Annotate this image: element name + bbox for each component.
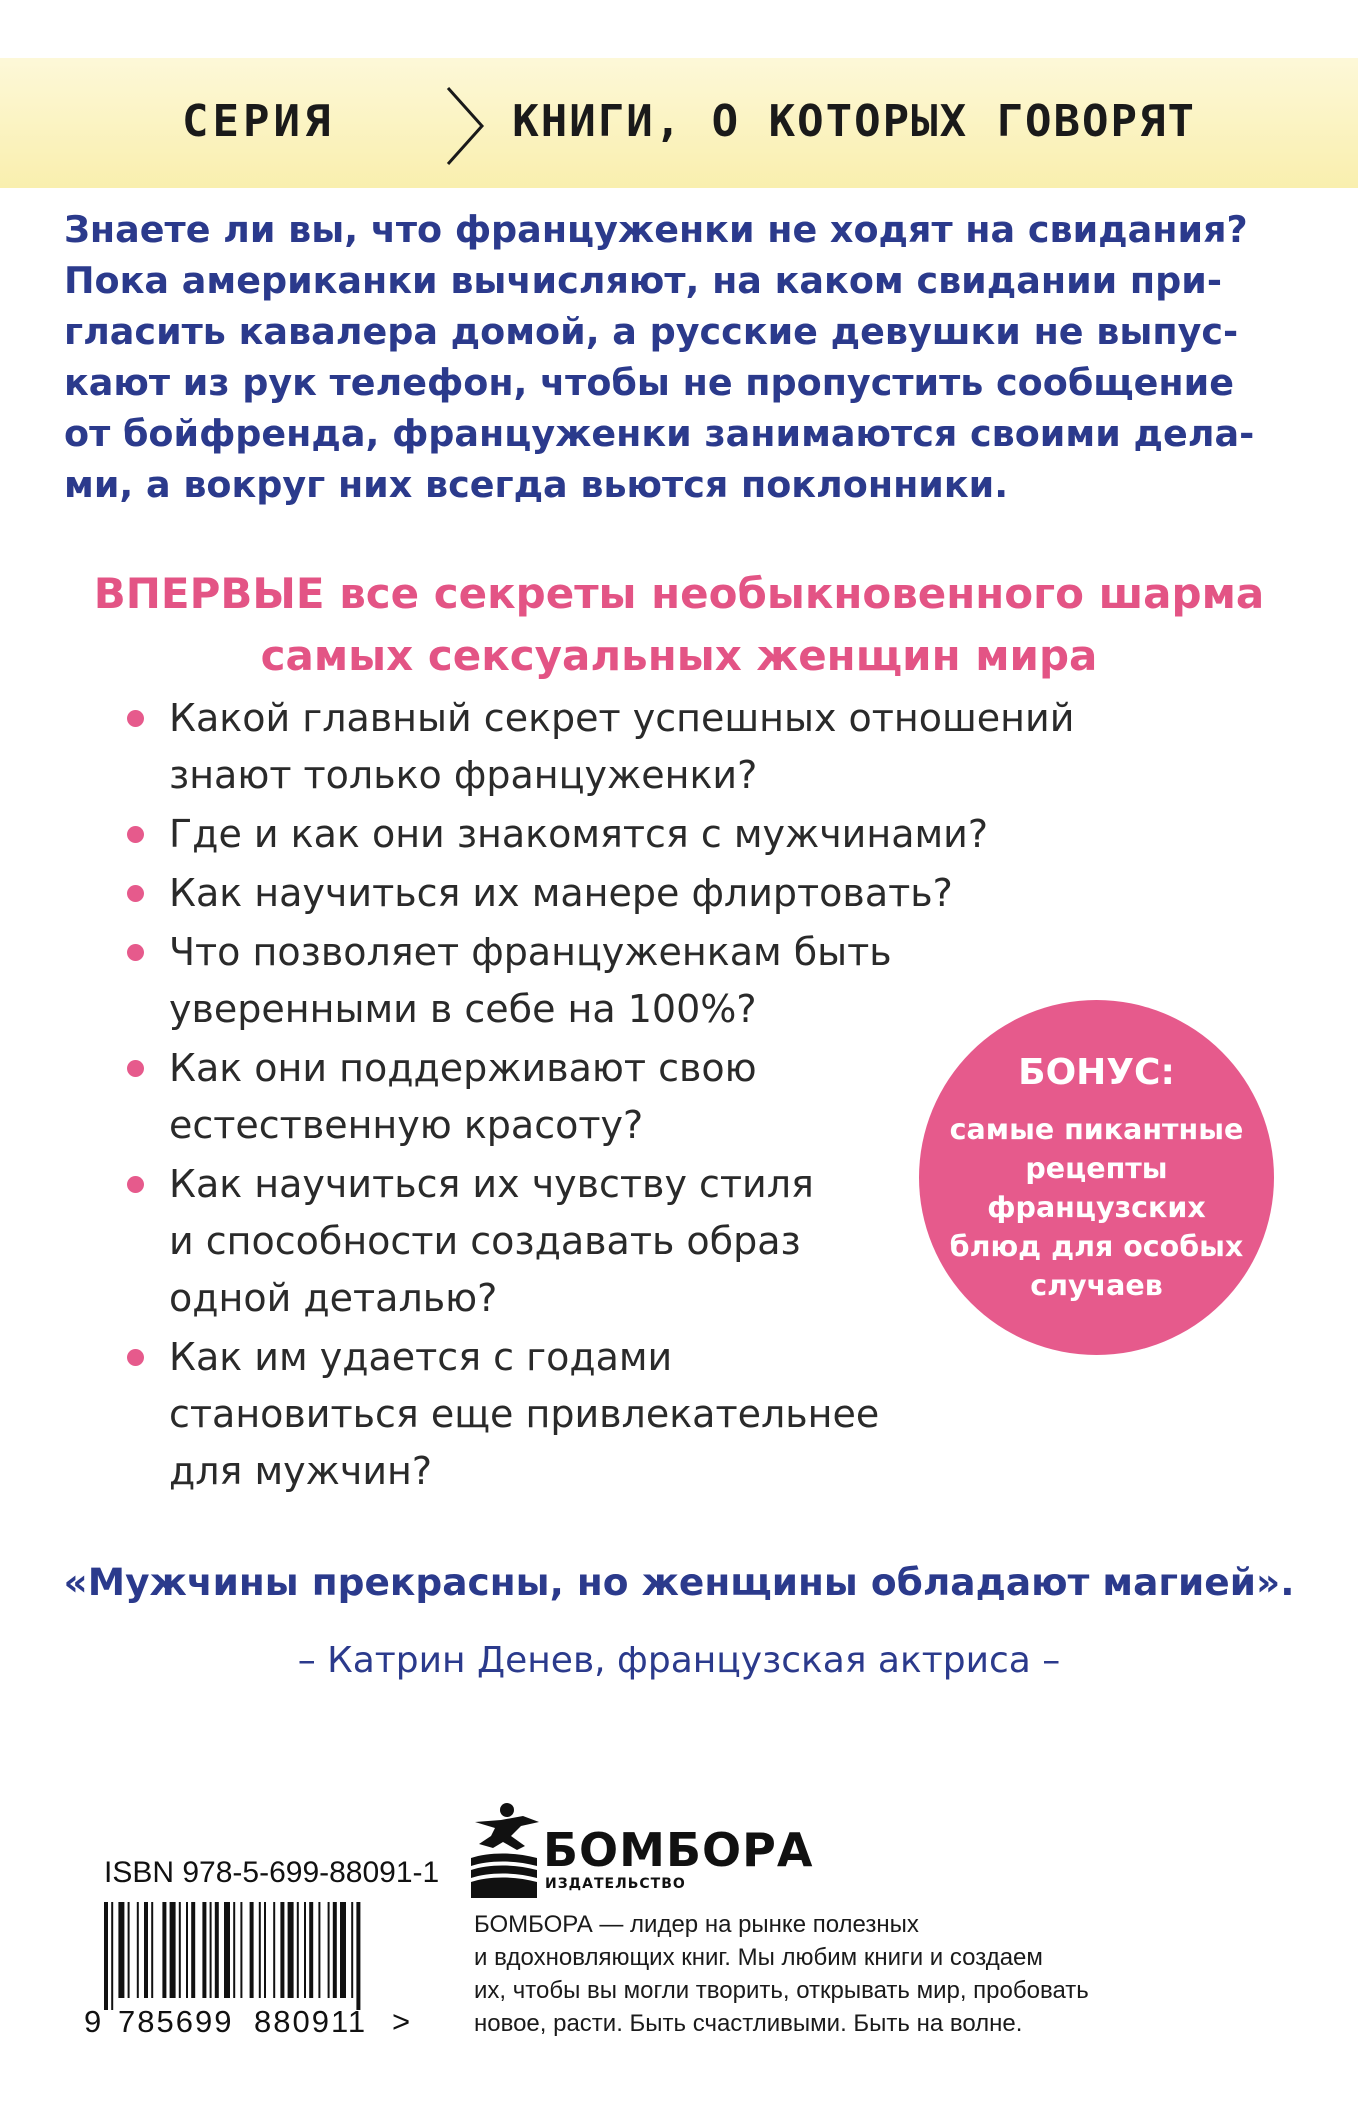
questions-list (127, 690, 1075, 1502)
list-item-line: естественную красоту? (169, 1103, 644, 1147)
isbn: ISBN 978-5-699-88091-1 (104, 1856, 440, 1889)
barcode-bar (104, 1902, 108, 2010)
bonus-line: самые пикантные (949, 1113, 1244, 1146)
list-item (127, 1156, 947, 1327)
barcode-bar (351, 1902, 353, 1998)
bullet-icon (127, 1176, 144, 1193)
intro-line: гласить кавалера домой, а русские девушки не выпус- (64, 310, 1239, 353)
chevron-right-icon (442, 84, 488, 168)
barcode-bar (250, 1902, 254, 1998)
list-item-line: уверенными в себе на 100%? (169, 987, 757, 1031)
barcode-digits-right: 880911 (254, 2004, 368, 2038)
barcode-bar (162, 1902, 166, 1998)
list-item-line: для мужчин? (169, 1449, 433, 1493)
list-item (127, 924, 947, 1038)
barcode-bar (118, 1902, 124, 1998)
barcode-bar (333, 1902, 337, 1998)
barcode-bar (202, 1902, 206, 1998)
barcode-bar (356, 1902, 360, 2010)
barcode-bar (240, 1902, 242, 1998)
publisher-about (474, 1908, 1114, 2040)
barcode-bar (128, 1902, 130, 1998)
barcode-bar (288, 1902, 294, 1998)
publisher-subtitle: ИЗДАТЕЛЬСТВО (545, 1876, 686, 1892)
bullet-icon (127, 710, 144, 727)
bonus-line: рецепты (1025, 1152, 1168, 1185)
barcode-bar (297, 1902, 299, 1998)
barcode-bar (233, 1902, 235, 1998)
barcode-bar (144, 1902, 148, 1998)
series-banner (0, 58, 1358, 188)
list-item-line: и способности создавать образ (169, 1219, 801, 1263)
barcode-bar (151, 1902, 153, 1998)
barcode-bar (309, 1902, 313, 1998)
bullet-icon (127, 885, 144, 902)
barcode-bar (179, 1902, 181, 1998)
barcode-bar (280, 1902, 284, 1998)
list-item (127, 1329, 947, 1500)
list-item (127, 806, 989, 863)
intro-line: Пока американки вычисляют, на каком свидании при- (64, 259, 1223, 302)
list-item-line: Какой главный секрет успешных отношений (169, 696, 1075, 740)
barcode-bar (111, 1902, 113, 2010)
barcode-bar (259, 1902, 261, 1998)
list-item (127, 865, 953, 922)
jumping-figure-logo-icon (465, 1802, 543, 1902)
barcode-quiet-zone-mark: > (392, 2004, 411, 2038)
list-item-line: одной деталью? (169, 1276, 498, 1320)
barcode-bar (186, 1902, 188, 1998)
barcode-digits-left: 785699 (118, 2004, 234, 2038)
barcode-bar (273, 1902, 275, 1998)
publisher-name: БОМБОРА (543, 1823, 814, 1877)
intro-line: ми, а вокруг них всегда вьются поклонники. (64, 463, 1009, 506)
barcode-bar (137, 1902, 139, 1998)
bonus-title: БОНУС: (1018, 1052, 1175, 1093)
barcode-bar (304, 1902, 306, 1998)
barcode-bar (224, 1902, 230, 1998)
list-item-line: знают только француженки? (169, 753, 758, 797)
series-label: СЕРИЯ (182, 96, 335, 147)
barcode-bar (264, 1902, 266, 1998)
barcode (82, 1900, 432, 2038)
bonus-line: французских (987, 1191, 1206, 1224)
headline-line: ВПЕРВЫЕ все секреты необыкновенного шарма (93, 569, 1265, 618)
list-item (127, 1040, 947, 1154)
list-item-line: Как они поддерживают свою (169, 1046, 757, 1090)
list-item (127, 690, 1075, 804)
bullet-icon (127, 1349, 144, 1366)
barcode-bar (215, 1902, 219, 1998)
about-line: и вдохновляющих книг. Мы любим книги и создаем (474, 1944, 1043, 1971)
about-line: их, чтобы вы могли творить, открывать мир, пробовать (474, 1977, 1089, 2004)
barcode-bar (318, 1902, 320, 1998)
intro-paragraph (64, 204, 1264, 510)
list-item-line: Что позволяет француженкам быть (169, 930, 892, 974)
list-item-line: становиться еще привлекательнее (169, 1392, 880, 1436)
bullet-icon (127, 1060, 144, 1077)
bullet-icon (127, 944, 144, 961)
barcode-bars (104, 1902, 360, 2010)
bullet-icon (127, 826, 144, 843)
bonus-badge (919, 1000, 1274, 1355)
quote-attribution: – Катрин Денев, французская актриса – (297, 1640, 1061, 1681)
list-item-line: Как им удается с годами (169, 1335, 673, 1379)
series-name: КНИГИ, О КОТОРЫХ ГОВОРЯТ (512, 96, 1196, 147)
barcode-bar (170, 1902, 176, 1998)
intro-line: Знаете ли вы, что француженки не ходят на свидания? (64, 208, 1248, 251)
intro-line: кают из рук телефон, чтобы не пропустить сообщение (64, 361, 1234, 404)
list-item-line: Как научиться их чувству стиля (169, 1162, 814, 1206)
barcode-bar (328, 1902, 330, 1998)
barcode-digit-lead: 9 (84, 2004, 102, 2038)
barcode-bar (191, 1902, 195, 1998)
barcode-bar (210, 1902, 212, 1998)
list-item-line: Где и как они знакомятся с мужчинами? (169, 812, 989, 856)
headline (0, 563, 1358, 687)
bonus-line: блюд для особых (949, 1230, 1244, 1263)
about-line: новое, расти. Быть счастливыми. Быть на волне. (474, 2010, 1023, 2037)
quote: «Мужчины прекрасны, но женщины обладают магией». (63, 1560, 1295, 1604)
bonus-text (939, 1110, 1254, 1305)
bonus-line: случаев (1030, 1269, 1163, 1302)
intro-line: от бойфренда, француженки занимаются своими дела- (64, 412, 1255, 455)
list-item-line: Как научиться их манере флиртовать? (169, 871, 953, 915)
barcode-bar (340, 1902, 346, 1998)
headline-line: самых сексуальных женщин мира (260, 631, 1098, 680)
about-line: БОМБОРА — лидер на рынке полезных (474, 1911, 919, 1938)
